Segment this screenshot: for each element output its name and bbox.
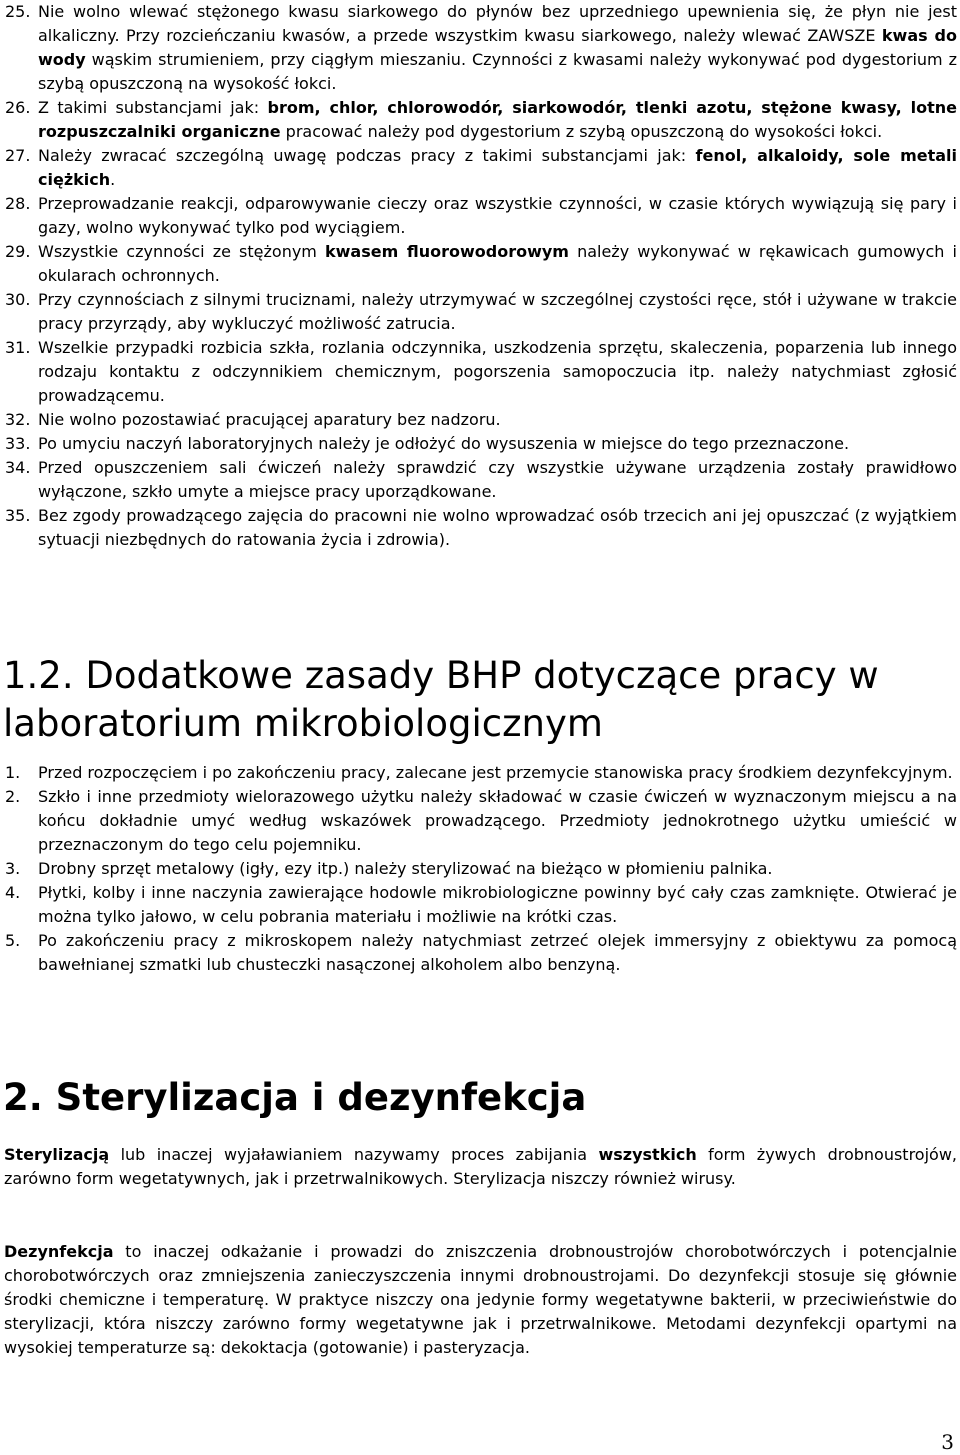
- text-run: Przeprowadzanie reakcji, odparowywanie cieczy oraz wszystkie czynności, w czasie których wywiązują się pary i gazy, wolno wykonywać tylko pod wyciągiem.: [38, 194, 957, 237]
- list-item-number: 4.: [5, 883, 21, 902]
- list-item: [5, 408, 957, 432]
- text-run: Nie wolno wlewać stężonego kwasu siarkowego do płynów bez uprzedniego upewnienia się, że płyn nie jest alkaliczny. Przy rozcieńczaniu kwasów, a przede wszystkim kwasu siarkowego, należy wlewać ZAWSZE: [38, 2, 957, 45]
- list-item-number: 31.: [5, 338, 31, 357]
- bold-text-run: Sterylizacją: [4, 1145, 110, 1164]
- list-item-text: [38, 192, 957, 240]
- list-item: [5, 192, 957, 240]
- sterilization-definition-paragraph: [4, 1143, 957, 1191]
- text-run: Przed rozpoczęciem i po zakończeniu pracy, zalecane jest przemycie stanowiska pracy środkiem dezynfekcyjnym.: [38, 763, 953, 782]
- bold-text-run: kwasem fluorowodorowym: [325, 242, 569, 261]
- text-run: to inaczej odkażanie i prowadzi do zniszczenia drobnoustrojów chorobotwórczych i potencjalnie chorobotwórczych oraz zmniejszenia zanieczyszczenia innymi drobnoustrojami. Do dezynfekcji stosuje się głównie środki chemiczne i temperaturę. W praktyce niszczy ona jedynie formy wegetatywne bakterii, w przeciwieństwie do sterylizacji, która niszczy zarówno formy wegetatywne jak i przetrwalnikowe. Metodami dezynfekcji opartymi na wysokiej temperaturze są: dekoktacja (gotowanie) i pasteryzacja.: [4, 1242, 957, 1357]
- list-item-number: 25.: [5, 2, 31, 21]
- text-run: Szkło i inne przedmioty wielorazowego użytku należy składować w czasie ćwiczeń w wyznaczonym miejscu a na końcu dokładnie umyć według wskazówek prowadzącego. Przedmioty jednokrotnego użytku umieścić w przeznaczonym do tego celu pojemniku.: [38, 787, 957, 854]
- list-item-text: [38, 761, 957, 785]
- list-item: [5, 0, 957, 96]
- list-item-text: [38, 288, 957, 336]
- list-item: [5, 785, 957, 857]
- list-item: [5, 881, 957, 929]
- safety-rules-list-continued: [5, 0, 957, 552]
- list-item-text: [38, 144, 957, 192]
- text-run: Wszystkie czynności ze stężonym: [38, 242, 325, 261]
- bold-text-run: wszystkich: [598, 1145, 697, 1164]
- text-run: Nie wolno pozostawiać pracującej aparatury bez nadzoru.: [38, 410, 501, 429]
- text-run: Bez zgody prowadzącego zajęcia do pracowni nie wolno wprowadzać osób trzecich ani jej opuszczać (z wyjątkiem sytuacji niezbędnych do ratowania życia i zdrowia).: [38, 506, 957, 549]
- list-item-text: [38, 96, 957, 144]
- list-item-text: [38, 0, 957, 96]
- list-item: [5, 240, 957, 288]
- bold-text-run: brom, chlor, chlorowodór, siarkowodór, tlenki azotu, stężone kwasy, lotne rozpuszczalniki organiczne: [38, 98, 957, 141]
- list-item-number: 5.: [5, 931, 21, 950]
- list-item-number: 34.: [5, 458, 31, 477]
- list-item-number: 27.: [5, 146, 31, 165]
- list-item-number: 26.: [5, 98, 31, 117]
- text-run: Wszelkie przypadki rozbicia szkła, rozlania odczynnika, uszkodzenia sprzętu, skaleczenia, poparzenia lub innego rodzaju kontaktu z odczynnikiem chemicznym, pogorszenia samopoczucia itp. należy natychmiast zgłosić prowadzącemu.: [38, 338, 957, 405]
- text-run: Należy zwracać szczególną uwagę podczas pracy z takimi substancjami jak:: [38, 146, 696, 165]
- list-item-number: 30.: [5, 290, 31, 309]
- list-item-text: [38, 857, 957, 881]
- list-item: [5, 929, 957, 977]
- list-item-number: 35.: [5, 506, 31, 525]
- page-number: 3: [941, 1430, 954, 1454]
- text-run: należy wykonywać w rękawicach gumowych i okularach ochronnych.: [38, 242, 958, 285]
- text-run: form żywych drobnoustrojów, zarówno form wegetatywnych, jak i przetrwalnikowych. Sterylizacja niszczy również wirusy.: [4, 1145, 958, 1188]
- section-heading-2: 2. Sterylizacja i dezynfekcja: [3, 1076, 587, 1119]
- text-run: Przed opuszczeniem sali ćwiczeń należy sprawdzić czy wszystkie używane urządzenia zostały prawidłowo wyłączone, szkło umyte a miejsce pracy uporządkowane.: [38, 458, 957, 501]
- text-run: Po umyciu naczyń laboratoryjnych należy je odłożyć do wysuszenia w miejsce do tego przeznaczone.: [38, 434, 850, 453]
- text-run: wąskim strumieniem, przy ciągłym mieszaniu. Czynności z kwasami należy wykonywać pod dygestorium z szybą opuszczoną na wysokość łokci.: [38, 50, 957, 93]
- list-item: [5, 761, 957, 785]
- list-item-text: [38, 881, 957, 929]
- list-item-text: [38, 504, 957, 552]
- list-item-number: 29.: [5, 242, 31, 261]
- list-item-number: 33.: [5, 434, 31, 453]
- list-item: [5, 857, 957, 881]
- microbiology-rules-list: [5, 761, 957, 977]
- list-item-text: [38, 432, 957, 456]
- list-item-text: [38, 408, 957, 432]
- list-item-text: [38, 336, 957, 408]
- list-item-number: 2.: [5, 787, 21, 806]
- text-run: Przy czynnościach z silnymi truciznami, należy utrzymywać w szczególnej czystości ręce, stół i używane w trakcie pracy przyrządy, aby wykluczyć możliwość zatrucia.: [38, 290, 957, 333]
- list-item: [5, 456, 957, 504]
- text-run: Drobny sprzęt metalowy (igły, ezy itp.) należy sterylizować na bieżąco w płomieniu palnika.: [38, 859, 773, 878]
- text-run: lub inaczej wyjaławianiem nazywamy proces zabijania: [109, 1145, 599, 1164]
- list-item: [5, 504, 957, 552]
- list-item: [5, 336, 957, 408]
- list-item-number: 32.: [5, 410, 31, 429]
- list-item-text: [38, 785, 957, 857]
- text-run: pracować należy pod dygestorium z szybą opuszczoną do wysokości łokci.: [280, 122, 883, 141]
- disinfection-definition-paragraph: [4, 1240, 957, 1360]
- text-run: Płytki, kolby i inne naczynia zawierające hodowle mikrobiologiczne powinny być cały czas zamknięte. Otwierać je można tylko jałowo, w celu pobrania materiału i możliwie na krótki czas.: [38, 883, 957, 926]
- text-run: Po zakończeniu pracy z mikroskopem należy natychmiast zetrzeć olejek immersyjny z obiektywu za pomocą bawełnianej szmatki lub chusteczki nasączonej alkoholem albo benzyną.: [38, 931, 957, 974]
- text-run: .: [110, 170, 116, 189]
- list-item: [5, 96, 957, 144]
- bold-text-run: Dezynfekcja: [4, 1242, 114, 1261]
- list-item-text: [38, 240, 957, 288]
- list-item-number: 28.: [5, 194, 31, 213]
- list-item: [5, 144, 957, 192]
- list-item: [5, 432, 957, 456]
- list-item-number: 3.: [5, 859, 21, 878]
- list-item-text: [38, 456, 957, 504]
- text-run: Z takimi substancjami jak:: [38, 98, 268, 117]
- list-item-number: 1.: [5, 763, 21, 782]
- bold-text-run: kwas do wody: [38, 26, 957, 69]
- bold-text-run: fenol, alkaloidy, sole metali ciężkich: [38, 146, 958, 189]
- section-heading-1-2: 1.2. Dodatkowe zasady BHP dotyczące pracy w laboratorium mikrobiologicznym: [3, 654, 879, 745]
- list-item-text: [38, 929, 957, 977]
- list-item: [5, 288, 957, 336]
